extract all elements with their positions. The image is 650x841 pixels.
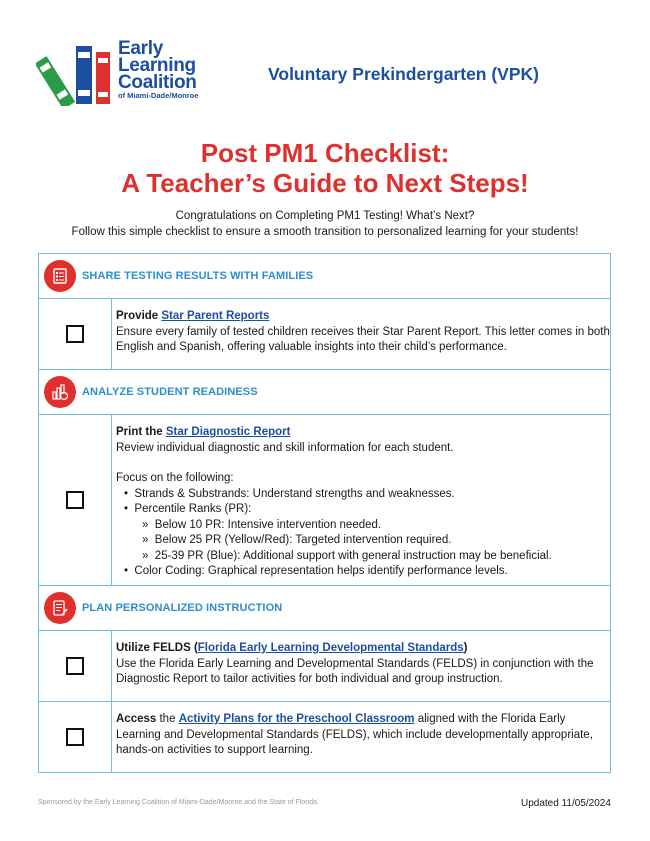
item-body: Ensure every family of tested children receives their Star Parent Report. This letter comes in both English and Spanish, offering valuable insights into their child’s performance. xyxy=(116,325,610,353)
section-label: ANALYZE STUDENT READINESS xyxy=(82,386,258,398)
program-title: Voluntary Prekindergarten (VPK) xyxy=(268,64,539,84)
bullet-text: Color Coding: Graphical representation helps identify performance levels. xyxy=(134,565,508,577)
checklist-row xyxy=(39,630,610,701)
checkbox-cell xyxy=(39,415,112,585)
item-prefix: Provide xyxy=(116,310,162,322)
felds-link[interactable]: Florida Early Learning Developmental Standards xyxy=(197,642,464,654)
row-content xyxy=(112,702,610,772)
list-item: • Color Coding: Graphical representation helps identify performance levels. xyxy=(124,565,508,577)
section-label: PLAN PERSONALIZED INSTRUCTION xyxy=(82,602,283,614)
logo-line: Coalition xyxy=(118,72,197,93)
title-line: Post PM1 Checklist: xyxy=(200,138,450,168)
plan-icon xyxy=(44,592,76,624)
sub-list-item: » Below 10 PR: Intensive intervention needed. xyxy=(142,518,382,531)
item-prefix: Utilize FELDS ( xyxy=(116,642,198,654)
report-icon xyxy=(44,260,76,292)
checkbox[interactable] xyxy=(66,325,84,343)
updated-date: Updated 11/05/2024 xyxy=(521,798,611,809)
item-connector: the xyxy=(156,713,179,725)
intro-text xyxy=(0,208,650,240)
item-prefix: Access xyxy=(116,713,157,725)
star-parent-reports-link[interactable]: Star Parent Reports xyxy=(161,310,270,322)
bullet-text: Percentile Ranks (PR): xyxy=(134,503,252,515)
checkbox-cell xyxy=(39,299,112,369)
checklist-row xyxy=(39,414,610,585)
sub-bullet-text: Below 25 PR (Yellow/Red): Targeted intervention required. xyxy=(154,534,452,546)
item-body: Use the Florida Early Learning and Developmental Standards (FELDS) in conjunction with the Diagnostic Report to tailor activities for both individual and group instruction. xyxy=(116,657,594,685)
checklist-table xyxy=(38,253,611,773)
title-line: A Teacher’s Guide to Next Steps! xyxy=(121,168,529,198)
intro-line: Follow this simple checklist to ensure a smooth transition to personalized learning for your students! xyxy=(71,226,579,238)
section-label: SHARE TESTING RESULTS WITH FAMILIES xyxy=(82,270,314,282)
item-body: Review individual diagnostic and skill information for each student. xyxy=(116,441,454,454)
logo-subtitle: of Miami-Dade/Monroe xyxy=(118,91,199,100)
star-diagnostic-report-link[interactable]: Star Diagnostic Report xyxy=(165,426,291,438)
list-item: • Strands & Substrands: Understand strengths and weaknesses. xyxy=(124,487,455,500)
sub-bullet-text: Below 10 PR: Intensive intervention needed. xyxy=(154,518,382,531)
section-header-analyze xyxy=(39,369,610,414)
logo-line: Learning xyxy=(118,55,196,76)
books-logo-icon xyxy=(36,38,116,106)
row-content xyxy=(112,631,610,701)
page-title xyxy=(0,138,650,198)
row-content xyxy=(112,299,610,369)
activity-plans-link[interactable]: Activity Plans for the Preschool Classroom xyxy=(178,713,415,725)
section-header-plan xyxy=(39,585,610,630)
checkbox[interactable] xyxy=(66,491,84,509)
chart-icon xyxy=(44,376,76,408)
checkbox[interactable] xyxy=(66,728,84,746)
checkbox-cell xyxy=(39,702,112,772)
item-body: aligned with the Florida Early Learning and Developmental Standards (FELDS), which include developmentally appropriate, hands-on activities to support learning. xyxy=(116,713,593,756)
row-content xyxy=(112,415,610,585)
coalition-logo xyxy=(36,38,221,106)
focus-heading: Focus on the following: xyxy=(116,472,234,484)
bullet-text: Strands & Substrands: Understand strengths and weaknesses. xyxy=(134,487,455,500)
checkbox[interactable] xyxy=(66,657,84,675)
logo-wordmark xyxy=(118,40,198,100)
checklist-row xyxy=(39,298,610,369)
list-item: • Percentile Ranks (PR): xyxy=(124,503,252,515)
sponsor-note: Sponsored by the Early Learning Coalition of Miami-Dade/Monroe and the State of Florida. xyxy=(38,799,319,806)
item-suffix: ) xyxy=(463,642,468,654)
sub-list-item: » 25-39 PR (Blue): Additional support with general instruction may be beneficial. xyxy=(142,549,552,562)
checklist-row xyxy=(39,701,610,772)
sub-list-item: » Below 25 PR (Yellow/Red): Targeted intervention required. xyxy=(142,534,452,546)
intro-line: Congratulations on Completing PM1 Testing! What’s Next? xyxy=(175,210,475,222)
checkbox-cell xyxy=(39,631,112,701)
sub-bullet-text: 25-39 PR (Blue): Additional support with general instruction may be beneficial. xyxy=(154,549,552,562)
logo-line: Early xyxy=(118,38,163,59)
item-prefix: Print the xyxy=(116,426,166,438)
section-header-share xyxy=(39,254,610,298)
